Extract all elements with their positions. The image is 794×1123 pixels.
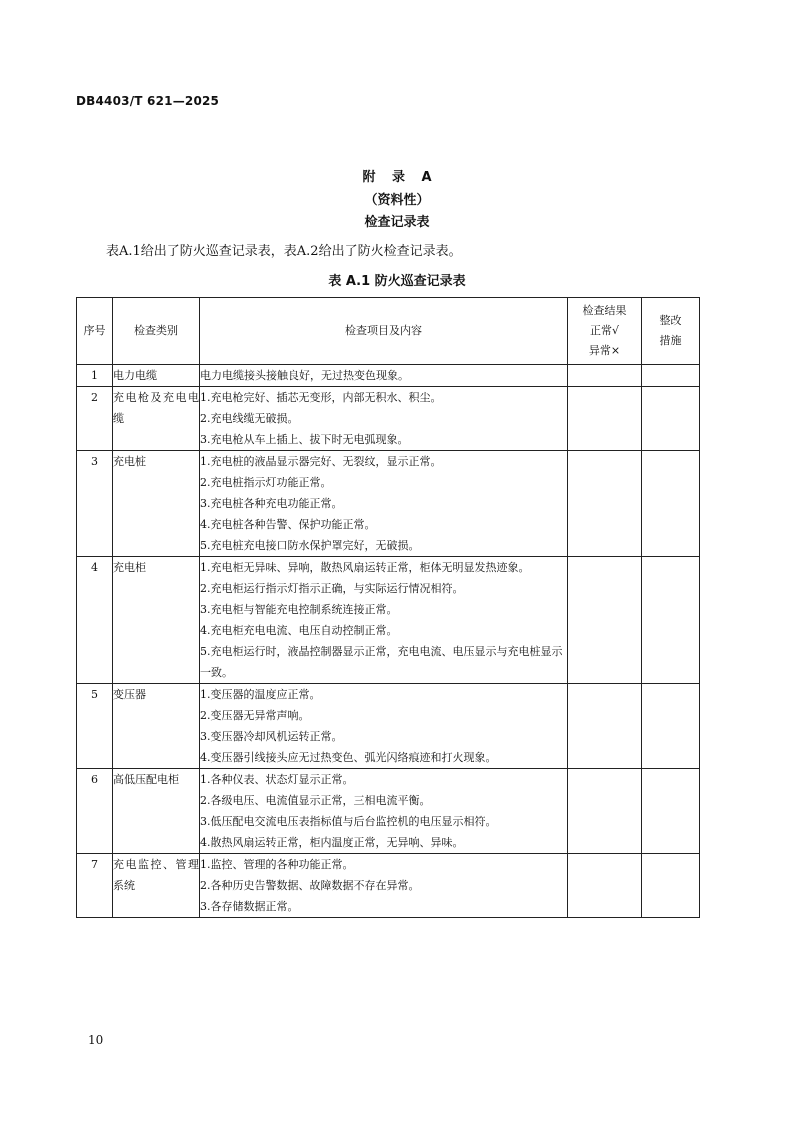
result-cell[interactable] (568, 854, 642, 918)
item-line: 1.监控、管理的各种功能正常。 (200, 858, 354, 871)
header-items: 检查项目及内容 (200, 298, 568, 365)
item-line: 3.各存储数据正常。 (200, 900, 299, 913)
result-cell[interactable] (568, 557, 642, 684)
item-line: 2.变压器无异常声响。 (200, 709, 310, 722)
row-no: 5 (77, 684, 113, 769)
row-no: 7 (77, 854, 113, 918)
page-number: 10 (88, 1033, 104, 1047)
row-no: 4 (77, 557, 113, 684)
category-text: 电力电缆 (113, 369, 157, 382)
item-line: 2.充电桩指示灯功能正常。 (200, 476, 332, 489)
row-items (200, 365, 568, 387)
item-line: 3.充电桩各种充电功能正常。 (200, 497, 343, 510)
header-measures-line2: 措施 (659, 334, 682, 347)
header-category: 检查类别 (113, 298, 200, 365)
item-line: 2.各种历史告警数据、故障数据不存在异常。 (200, 879, 420, 892)
item-line: 3.充电枪从车上插上、拔下时无电弧现象。 (200, 433, 409, 446)
item-line: 2.充电线缆无破损。 (200, 412, 299, 425)
item-line: 3.变压器冷却风机运转正常。 (200, 730, 343, 743)
item-line: 1.充电桩的液晶显示器完好、无裂纹，显示正常。 (200, 455, 442, 468)
row-no: 3 (77, 451, 113, 557)
row-category (113, 387, 200, 451)
row-category (113, 365, 200, 387)
measures-cell[interactable] (642, 387, 700, 451)
measures-cell[interactable] (642, 451, 700, 557)
table-row (77, 769, 700, 854)
item-line: 2.各级电压、电流值显示正常，三相电流平衡。 (200, 794, 431, 807)
table-row (77, 451, 700, 557)
row-no: 6 (77, 769, 113, 854)
item-line: 4.散热风扇运转正常，柜内温度正常，无异响、异味。 (200, 836, 464, 849)
item-line: 4.变压器引线接头应无过热变色、弧光闪络痕迹和打火现象。 (200, 751, 497, 764)
item-line: 电力电缆接头接触良好，无过热变色现象。 (200, 369, 409, 382)
appendix-title: 附 录 A (362, 170, 432, 185)
row-category (113, 854, 200, 918)
row-items (200, 557, 568, 684)
row-items (200, 769, 568, 854)
item-line: 1.充电柜无异味、异响，散热风扇运转正常，柜体无明显发热迹象。 (200, 561, 530, 574)
measures-cell[interactable] (642, 365, 700, 387)
row-items (200, 451, 568, 557)
table-caption: 表 A.1 防火巡查记录表 (328, 274, 466, 289)
standard-code: DB4403/T 621—2025 (76, 94, 220, 108)
result-cell[interactable] (568, 365, 642, 387)
item-line: 3.低压配电交流电压表指标值与后台监控机的电压显示相符。 (200, 815, 497, 828)
item-line: 2.充电柜运行指示灯指示正确，与实际运行情况相符。 (200, 582, 464, 595)
measures-cell[interactable] (642, 854, 700, 918)
appendix-nature: （资料性） (364, 193, 430, 208)
item-line: 1.变压器的温度应正常。 (200, 688, 321, 701)
table-header-row (77, 298, 700, 365)
row-no: 2 (77, 387, 113, 451)
header-measures (642, 298, 700, 365)
item-line: 1.各种仪表、状态灯显示正常。 (200, 773, 354, 786)
item-line: 1.充电枪完好、插芯无变形，内部无积水、积尘。 (200, 391, 442, 404)
item-line: 4.充电柜充电电流、电压自动控制正常。 (200, 624, 398, 637)
row-items (200, 387, 568, 451)
row-no: 1 (77, 365, 113, 387)
table-row (77, 365, 700, 387)
result-cell[interactable] (568, 387, 642, 451)
category-text: 充电枪及充电电缆 (113, 391, 199, 425)
row-category (113, 684, 200, 769)
category-text: 充电桩 (113, 455, 146, 468)
item-line: 5.充电柜运行时，液晶控制器显示正常，充电电流、电压显示与充电桩显示一致。 (200, 645, 563, 679)
measures-cell[interactable] (642, 684, 700, 769)
result-cell[interactable] (568, 769, 642, 854)
table-row (77, 684, 700, 769)
header-result-normal: 正常√ (589, 324, 619, 337)
row-category (113, 451, 200, 557)
intro-paragraph: 表A.1给出了防火巡查记录表，表A.2给出了防火检查记录表。 (106, 244, 462, 259)
inspection-record-table (76, 297, 700, 918)
category-text: 变压器 (113, 688, 146, 701)
measures-cell[interactable] (642, 557, 700, 684)
table-row (77, 387, 700, 451)
header-result-title: 检查结果 (582, 304, 627, 317)
header-result (568, 298, 642, 365)
measures-cell[interactable] (642, 769, 700, 854)
category-text: 高低压配电柜 (113, 773, 179, 786)
header-result-abnormal: 异常× (588, 344, 621, 357)
row-category (113, 769, 200, 854)
item-line: 4.充电桩各种告警、保护功能正常。 (200, 518, 376, 531)
category-text: 充电监控、管理系统 (113, 858, 199, 892)
result-cell[interactable] (568, 684, 642, 769)
table-row (77, 557, 700, 684)
table-row (77, 854, 700, 918)
row-items (200, 684, 568, 769)
item-line: 5.充电桩充电接口防水保护罩完好，无破损。 (200, 539, 420, 552)
header-measures-line1: 整改 (659, 314, 682, 327)
appendix-name: 检查记录表 (364, 215, 430, 230)
result-cell[interactable] (568, 451, 642, 557)
header-no: 序号 (77, 298, 113, 365)
row-items (200, 854, 568, 918)
row-category (113, 557, 200, 684)
item-line: 3.充电柜与智能充电控制系统连接正常。 (200, 603, 398, 616)
category-text: 充电柜 (113, 561, 146, 574)
